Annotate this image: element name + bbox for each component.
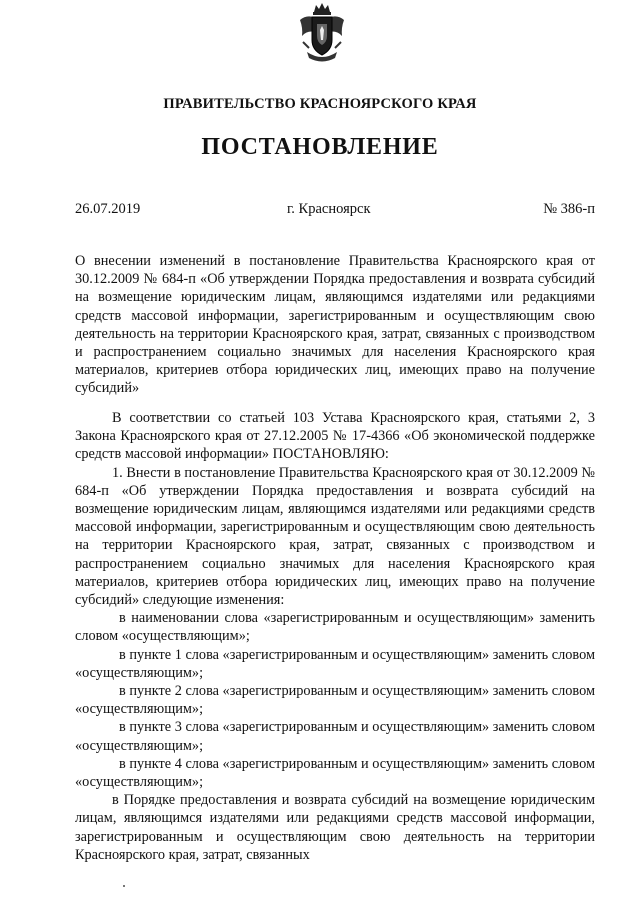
body-paragraph: в пункте 3 слова «зарегистрированным и осуществляющим» заменить словом «осуществляющим»; [75,719,595,754]
scan-speck [123,885,125,887]
body-paragraph: в наименовании слова «зарегистрированным и осуществляющим» заменить словом «осуществляющим»; [75,610,595,645]
document-title [75,252,595,398]
body-paragraph: в Порядке предоставления и возврата субсидий на возмещение юридическим лицам, являющимся издателями или редакциями средств массовой информации, зарегистрированным и осуществляющим свою деятельность на территории Красноярского края, затрат, связанных [75,792,595,863]
title-paragraph: О внесении изменений в постановление Правительства Красноярского края от 30.12.2009 № 684-п «Об утверждении Порядка предоставления и возврата субсидий на возмещение юридическим лицам, являющимся издателями или редакциями средств массовой информации, зарегистрированным и осуществляющим свою деятельность на территории Красноярского края, затрат, связанных с производством и распространением социально значимых для населения Красноярского края материалов, критериев отбора юридических лиц, имеющих право на получение субсидий» [75,253,595,397]
document-type: ПОСТАНОВЛЕНИЕ [201,134,439,160]
document-body [75,409,595,864]
body-paragraph: в пункте 1 слова «зарегистрированным и осуществляющим» заменить словом «осуществляющим»; [75,646,595,681]
body-paragraph: В соответствии со статьей 103 Устава Красноярского края, статьями 2, 3 Закона Красноярского края от 27.12.2005 № 17-4366 «Об экономической поддержке средств массовой информации» ПОСТАНОВЛЯЮ: [75,410,595,463]
document-meta [75,201,595,221]
government-name: ПРАВИТЕЛЬСТВО КРАСНОЯРСКОГО КРАЯ [163,96,477,112]
document-city: г. Красноярск [287,201,371,217]
document-date: 26.07.2019 [75,201,141,217]
coat-of-arms-icon [297,2,347,64]
body-paragraph: 1. Внести в постановление Правительства Красноярского края от 30.12.2009 № 684-п «Об утверждении Порядка предоставления и возврата субсидий на возмещение юридическим лицам, являющимся издателями или редакциями средств массовой информации, зарегистрированным и осуществляющим свою деятельность на территории Красноярского края, затрат, связанных с производством и распространением социально значимых для населения Красноярского края материалов, критериев отбора юридических лиц, имеющих право на получение субсидий» следующие изменения: [75,464,595,609]
body-paragraph: в пункте 4 слова «зарегистрированным и осуществляющим» заменить словом «осуществляющим»; [75,755,595,791]
body-paragraph: в пункте 2 слова «зарегистрированным и осуществляющим» заменить словом «осуществляющим»; [75,683,595,718]
document-number: № 386-п [543,201,595,217]
